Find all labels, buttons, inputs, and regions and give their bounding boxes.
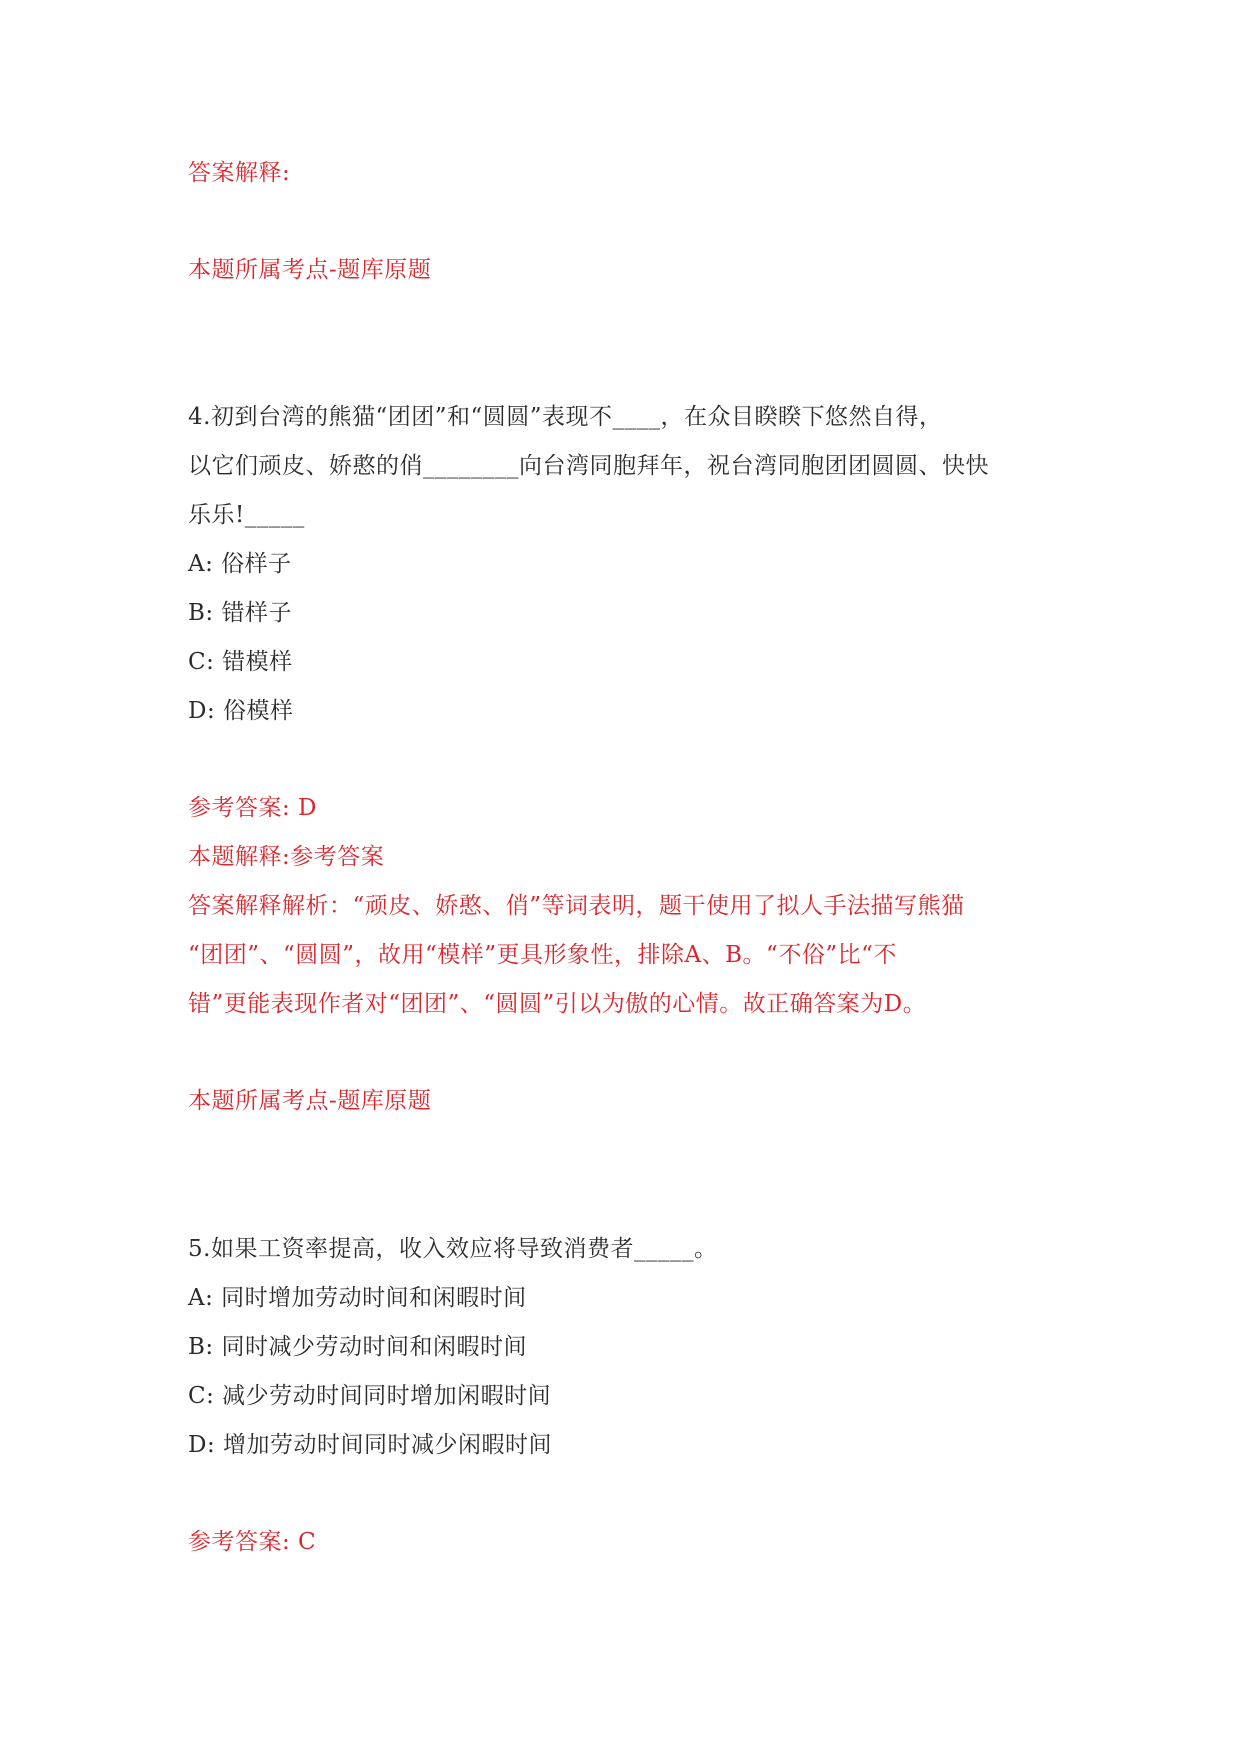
q4-option-a: A: 俗样子 [188,551,292,577]
q4-analysis-line-1: 答案解释解析：“顽皮、娇憨、俏”等词表明，题干使用了拟人手法描写熊猫 [188,893,965,919]
q4-stem-line-2: 以它们顽皮、娇憨的俏________向台湾同胞拜年，祝台湾同胞团团圆圆、快快 [188,453,989,479]
q4-option-d: D: 俗模样 [188,698,294,724]
topic-label: 本题所属考点-题库原题 [188,257,432,283]
q4-analysis-line-3: 错”更能表现作者对“团团”、“圆圆”引以为傲的心情。故正确答案为D。 [188,991,927,1017]
q5-option-d: D: 增加劳动时间同时减少闲暇时间 [188,1432,553,1458]
q5-option-c: C: 减少劳动时间同时增加闲暇时间 [188,1383,552,1409]
q5-stem: 5.如果工资率提高，收入效应将导致消费者_____。 [188,1236,718,1262]
q4-stem-line-1: 4.初到台湾的熊猫“团团”和“圆圆”表现不____，在众目睽睽下悠然自得， [188,404,943,430]
q5-reference-answer: 参考答案: C [188,1529,317,1555]
q4-explain-heading: 本题解释:参考答案 [188,844,385,870]
q4-analysis-line-2: “团团”、“圆圆”，故用“模样”更具形象性，排除A、B。“不俗”比“不 [188,942,897,968]
answer-explain-label: 答案解释: [188,160,291,186]
q5-option-b: B: 同时减少劳动时间和闲暇时间 [188,1334,527,1360]
q4-option-b: B: 错样子 [188,600,292,626]
q4-stem-line-3: 乐乐!_____ [188,502,305,528]
q4-reference-answer: 参考答案: D [188,795,318,821]
q5-option-a: A: 同时增加劳动时间和闲暇时间 [188,1285,527,1311]
q4-topic-label: 本题所属考点-题库原题 [188,1088,432,1114]
q4-option-c: C: 错模样 [188,649,293,675]
